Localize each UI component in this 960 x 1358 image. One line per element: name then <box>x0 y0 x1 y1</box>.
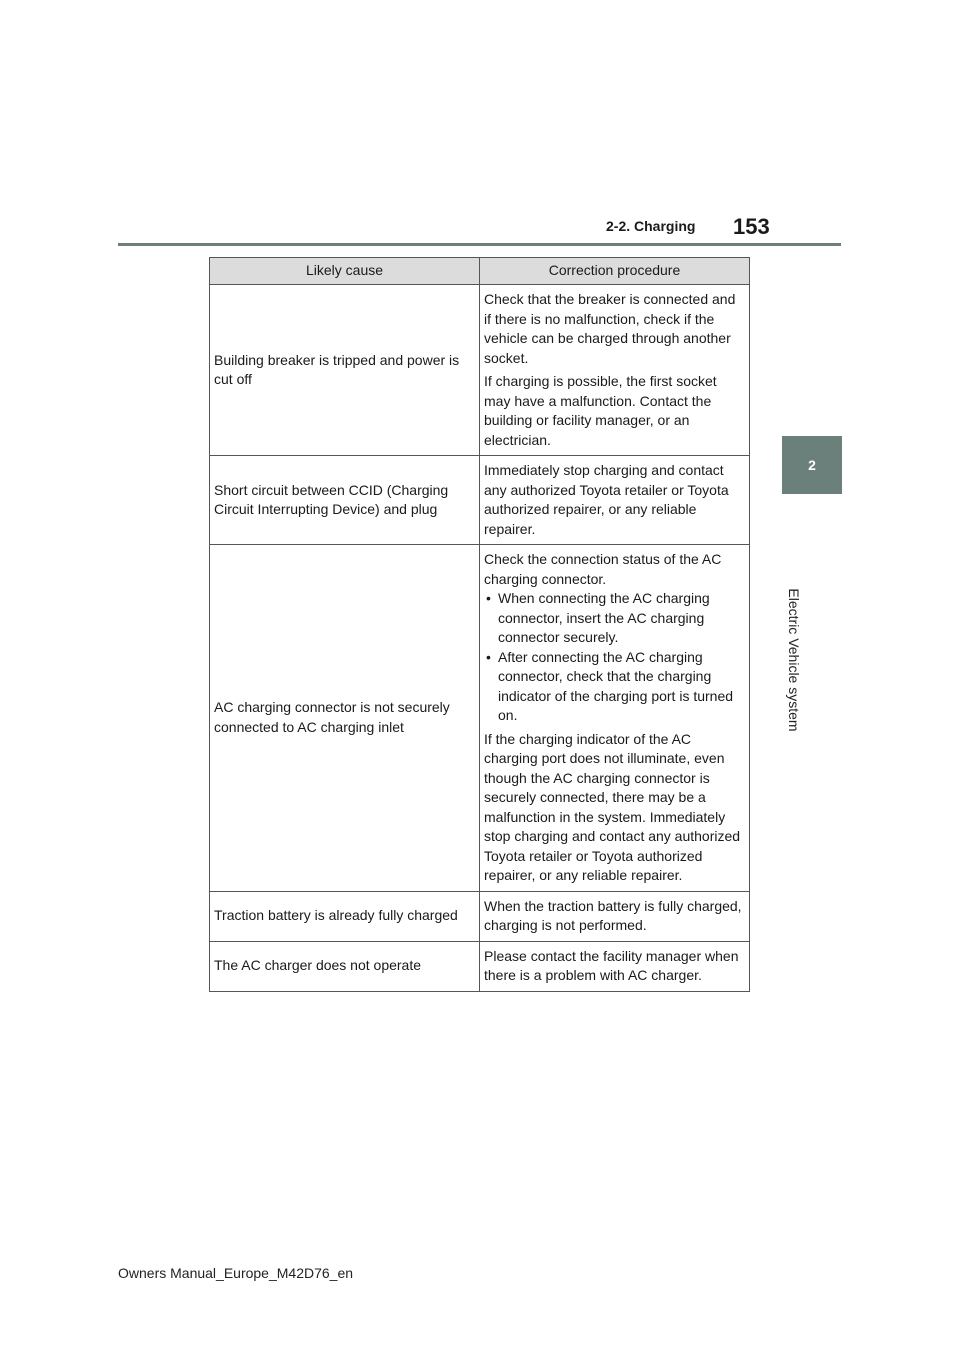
procedure-group <box>484 550 745 726</box>
column-header-likely-cause: Likely cause <box>210 258 480 285</box>
procedure-bullet: • After connecting the AC charging connector, check that the charging indicator of the charging port is turned on. <box>484 648 745 726</box>
troubleshooting-table <box>209 257 750 992</box>
likely-cause-cell: Building breaker is tripped and power is cut off <box>210 285 480 456</box>
procedure-text: Check the connection status of the AC charging connector. <box>484 551 722 587</box>
correction-procedure-cell <box>480 456 750 545</box>
procedure-text: When the traction battery is fully charged, charging is not performed. <box>484 897 742 933</box>
procedure-text: If charging is possible, the first socket may have a malfunction. Contact the building or facility manager, or an electrician. <box>484 373 717 448</box>
chapter-number: 2 <box>808 457 816 473</box>
procedure-text: If the charging indicator of the AC charging port does not illuminate, even though the AC charging connector is securely connected, there may be a malfunction in the system. Immediately stop charging and contact any authorized Toyota retailer or Toyota authorized repairer, or any reliable repairer. <box>484 730 741 883</box>
correction-procedure-cell <box>480 545 750 892</box>
likely-cause-cell: The AC charger does not operate <box>210 941 480 991</box>
table-header-row <box>210 258 750 285</box>
section-title: 2-2. Charging <box>606 218 696 234</box>
likely-cause-cell: AC charging connector is not securely connected to AC charging inlet <box>210 545 480 892</box>
table-row <box>210 456 750 545</box>
table-row <box>210 941 750 991</box>
procedure-bullet: • When connecting the AC charging connector, insert the AC charging connector securely. <box>484 589 745 648</box>
footer-manual-id: Owners Manual_Europe_M42D76_en <box>118 1265 354 1281</box>
procedure-bullet-list <box>484 589 745 726</box>
correction-procedure-cell <box>480 891 750 941</box>
chapter-title: Electric Vehicle system <box>786 588 802 732</box>
table-row <box>210 891 750 941</box>
procedure-text: Immediately stop charging and contact any authorized Toyota retailer or Toyota authorized repairer, or any reliable repairer. <box>484 462 729 537</box>
procedure-text: Please contact the facility manager when there is a problem with AC charger. <box>484 947 739 983</box>
table-row <box>210 545 750 892</box>
page-number: 153 <box>733 214 770 239</box>
procedure-text: Check that the breaker is connected and if there is no malfunction, check if the vehicle can be charged through another socket. <box>484 291 736 366</box>
chapter-tab <box>782 436 842 494</box>
likely-cause-cell: Traction battery is already fully charged <box>210 891 480 941</box>
correction-procedure-cell <box>480 285 750 456</box>
table-row <box>210 285 750 456</box>
column-header-correction-procedure: Correction procedure <box>480 258 750 285</box>
correction-procedure-cell <box>480 941 750 991</box>
header-divider <box>118 243 841 246</box>
likely-cause-cell: Short circuit between CCID (Charging Circuit Interrupting Device) and plug <box>210 456 480 545</box>
